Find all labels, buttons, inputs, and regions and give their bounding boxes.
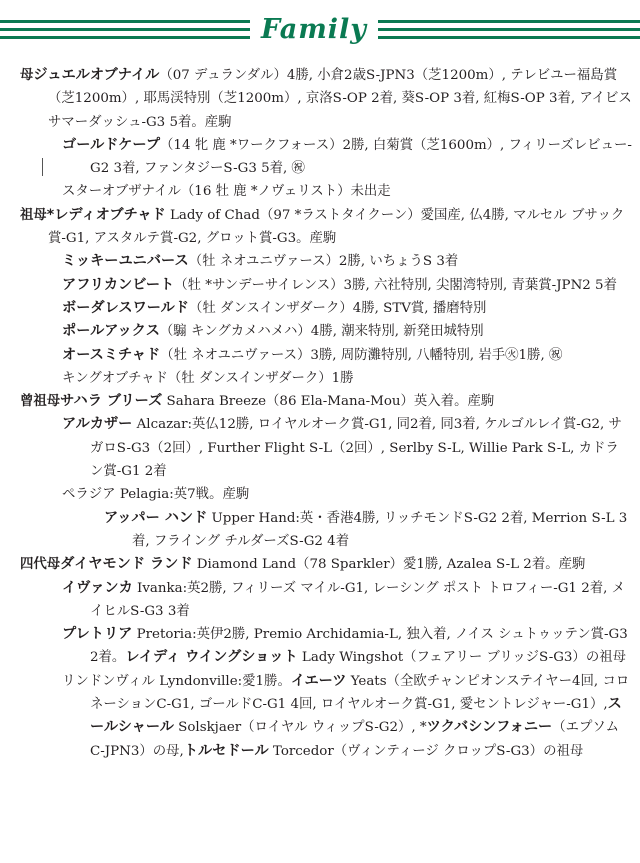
descendant-name: レイディ ウイングショット (125, 649, 298, 666)
descendant-name: ツクバシンフォニー (426, 719, 553, 736)
dam-entry (20, 64, 632, 134)
descendant-record: Solskjaer（ロイヤル ウィップS-G2）, * (173, 720, 427, 736)
granddam-offspring-entry (62, 297, 632, 320)
offspring-name: ペラジア (62, 487, 116, 503)
dam-record: （07 デュランダル）4勝, 小倉2歳S-JPN3（芝1200m）, テレビユー福島賞（芝1200m）, 耶馬渓特別（芝1200m）, 京洛S-OP 2着, 葵S-OP 3着, 紅梅S-OP 3着, アイビスサマーダッシュ-G3 5着。産駒 (48, 68, 632, 130)
offspring-record: （14 牝 鹿 *ワークフォース）2勝, 白菊賞（芝1600m）, フィリーズレビュー-G2 3着, ファンタジーS-G3 5着, ㊗ (90, 137, 632, 177)
offspring-name: ゴールドケープ (62, 136, 161, 153)
offspring-name: プレトリア (62, 626, 133, 643)
granddam-offspring-entry (62, 320, 632, 343)
offspring-name: アフリカンビート (62, 276, 175, 293)
great-granddam-entry (20, 390, 632, 413)
offspring-record: （牡 ダンスインザダーク）4勝, STV賞, 播磨特別 (188, 300, 487, 316)
offspring-name: キングオブチャド (62, 370, 168, 386)
great-granddam-name: サハラ ブリーズ (60, 393, 163, 410)
descendant-record: Torcedor（ヴィンティージ クロップS-G3）の祖母 (268, 743, 584, 759)
offspring-record: （騸 キングカメハメハ）4勝, 潮来特別, 新発田城特別 (159, 324, 484, 340)
descendant-name: スールシャール (90, 696, 622, 736)
decorative-stripes-right (378, 20, 640, 40)
offspring-name: スターオブザナイル (62, 184, 181, 200)
offspring-record: （16 牡 鹿 *ノヴェリスト）未出走 (180, 184, 391, 200)
offspring-name: リンドンヴィル (62, 673, 155, 689)
dam-role-label: 母 (20, 68, 34, 83)
granddam-name: *レディオブチャド (46, 206, 166, 223)
offspring-name: イヴァンカ (62, 579, 133, 596)
great-granddam-offspring-entry (62, 483, 632, 506)
granddam-record: Lady of Chad（97 *ラストタイクーン）愛国産, 仏4勝, マルセル ブサック賞-G1, アスタルテ賞-G2, グロット賞-G3。産駒 (48, 207, 625, 247)
descendant-record: Lady Wingshot（フェアリー ブリッジS-G3）の祖母 (297, 650, 626, 666)
descendant-record: （エプソムC-JPN3）の母, (90, 720, 620, 759)
descendant-name: トルセドール (183, 742, 269, 759)
offspring-name: オースミチャド (62, 346, 161, 363)
great-granddam-record: Sahara Breeze（86 Ela-Mana-Mou）英入着。産駒 (162, 394, 495, 410)
offspring-record: Ivanka:英2勝, フィリーズ マイル-G1, レーシング ポスト トロフィー-G1 2着, メイヒルS-G3 3着 (90, 580, 626, 619)
granddam-offspring-entry (62, 250, 632, 273)
offspring-record: （牡 ネオユニヴァース）2勝, いちょうS 3着 (188, 254, 459, 270)
offspring-name: ミッキーユニバース (62, 253, 189, 270)
offspring-record: Alcazar:英仏12勝, ロイヤルオーク賞-G1, 同2着, 同3着, ケルゴルレイ賞-G2, サガロS-G3（2回）, Further Flight S-L（2回）, Serlby S-L, Willie Park S-L, カドラン賞-G1 2着 (90, 417, 622, 480)
fourth-dam-offspring-entry (62, 670, 632, 763)
offspring-record: （牡 ダンスインザダーク）1勝 (167, 370, 354, 386)
dam-name: ジュエルオブナイル (33, 67, 160, 83)
fourth-dam-name: ダイヤモンド ランド (60, 556, 193, 573)
granddam-offspring-entry (62, 274, 632, 297)
family-header (0, 0, 640, 60)
fourth-dam-offspring-entry (62, 623, 632, 670)
fourth-dam-record: Diamond Land（78 Sparkler）愛1勝, Azalea S-L 2着。産駒 (192, 557, 586, 573)
section-title: Family (261, 14, 367, 45)
great-granddam-offspring-entry (62, 413, 632, 483)
fourth-dam-entry (20, 553, 632, 576)
offspring-name: ポールアックス (62, 323, 160, 340)
dam-offspring-entry (62, 134, 632, 181)
granddam-entry (20, 204, 632, 251)
pedigree-family-text (20, 64, 632, 763)
granddam-role-label: 祖母 (20, 207, 47, 223)
offspring-record: Upper Hand:英・香港4勝, リッチモンドS-G2 2着, Merrion S-L 3着, フライング チルダーズS-G2 4着 (132, 510, 628, 549)
granddam-offspring-entry (62, 367, 632, 390)
offspring-record: Pretoria:英伊2勝, Premio Archidamia-L, 独入着, ノイス シュトゥッテン賞-G3 2着。 (90, 627, 628, 666)
offspring-name: ボーダレスワールド (62, 299, 189, 316)
descendant-name: イエーツ (290, 672, 347, 689)
offspring-record: （牡 *サンデーサイレンス）3勝, 六社特別, 尖閣湾特別, 青葉賞-JPN2 5着 (174, 277, 617, 293)
dam-offspring-entry (62, 180, 632, 203)
offspring-name: アッパー ハンド (104, 509, 208, 526)
granddam-offspring-entry (62, 344, 632, 367)
descendant-record: Yeats（全欧チャンピオンステイヤー4回, コロネーションC-G1, ゴールドC-G1 4回, ロイヤルオーク賞-G1, 愛セントレジャー-G1）, (90, 673, 630, 713)
offspring-record: （牡 ネオユニヴァース）3勝, 周防灘特別, 八幡特別, 岩手㊋1勝, ㊗ (160, 347, 563, 363)
offspring-record: Pelagia:英7戦。産駒 (115, 487, 250, 503)
offspring-record: Lyndonville:愛1勝。 (154, 673, 291, 689)
fourth-dam-role-label: 四代母 (20, 557, 61, 573)
offspring-name: アルカザー (62, 416, 133, 433)
grand-offspring-entry (104, 507, 632, 554)
great-granddam-role-label: 曾祖母 (20, 394, 61, 410)
fourth-dam-offspring-entry (62, 577, 632, 624)
decorative-stripes-left (0, 20, 250, 40)
